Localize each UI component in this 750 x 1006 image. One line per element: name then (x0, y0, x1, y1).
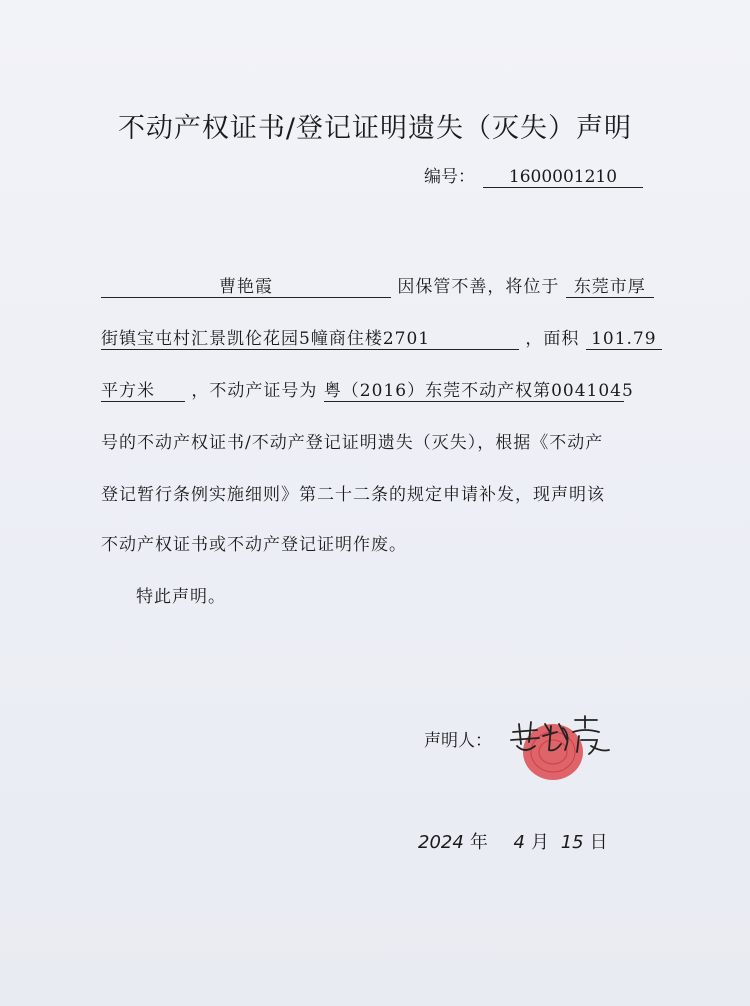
serial-number (424, 162, 643, 188)
body-text-1: 因保管不善，将位于 (397, 277, 560, 297)
serial-label: 编号： (424, 167, 475, 187)
signature-label: 声明人： (424, 731, 492, 751)
address-part-2: 街镇宝屯村汇景凯伦花园5幢商住楼2701 (101, 324, 519, 350)
date-day: 15 (560, 832, 584, 853)
date-month: 4 (513, 832, 525, 853)
area-label: ，面积 (525, 329, 580, 349)
body-line-4: 号的不动产权证书/不动产登记证明遗失（灭失），根据《不动产 (101, 433, 604, 453)
area-unit: 平方米 (101, 376, 185, 402)
body-line-2 (101, 324, 662, 350)
closing-statement: 特此声明。 (136, 587, 226, 607)
cert-label: ，不动产证号为 (191, 381, 318, 401)
signing-date (418, 828, 614, 854)
body-line-1 (101, 272, 654, 298)
date-year: 2024 (418, 832, 464, 853)
serial-value: 1600001210 (483, 167, 643, 188)
declarant-name: 曹艳霞 (101, 272, 391, 298)
body-line-5: 登记暂行条例实施细则》第二十二条的规定申请补发，现声明该 (101, 485, 605, 505)
date-month-unit: 月 (531, 832, 549, 853)
document-title: 不动产权证书/登记证明遗失（灭失）声明 (117, 113, 633, 144)
handwritten-signature-with-fingerprint (505, 710, 615, 782)
date-day-unit: 日 (589, 832, 608, 853)
certificate-number: 粤（2016）东莞不动产权第0041045 (324, 376, 624, 402)
area-value: 101.79 (586, 329, 662, 350)
date-year-unit: 年 (469, 832, 488, 853)
body-line-3 (101, 376, 634, 402)
address-part-1: 东莞市厚 (566, 272, 654, 298)
body-line-6: 不动产权证书或不动产登记证明作废。 (101, 535, 407, 555)
